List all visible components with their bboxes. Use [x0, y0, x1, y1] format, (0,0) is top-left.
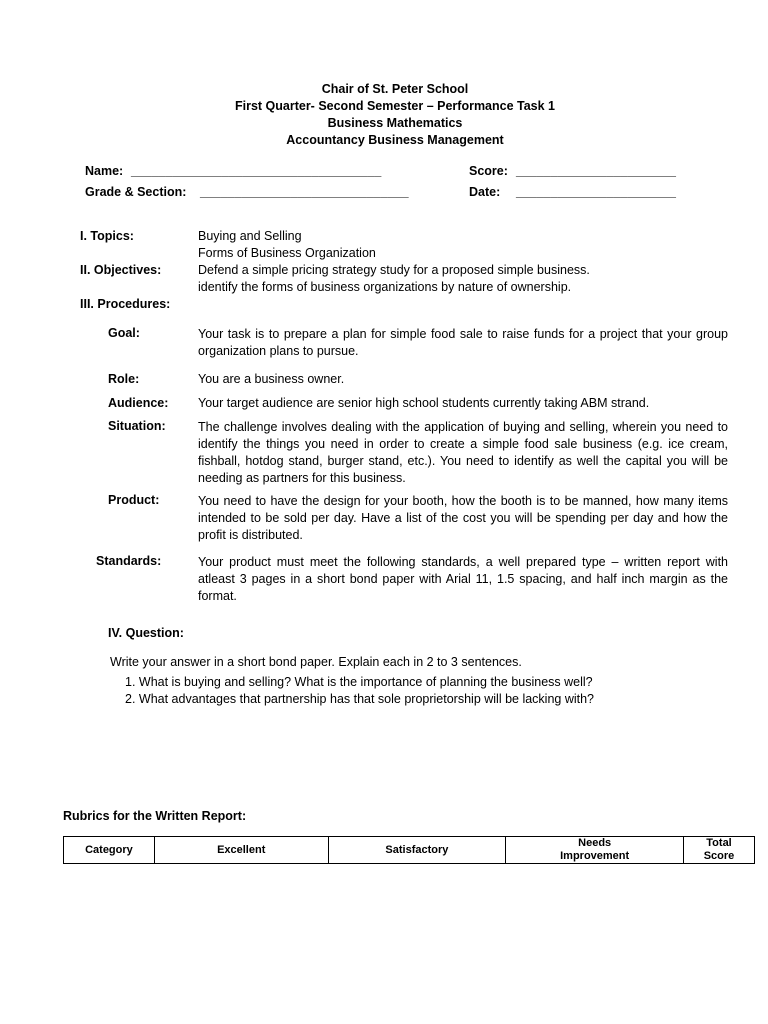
strand-title: Accountancy Business Management: [286, 133, 504, 147]
audience-label: Audience:: [108, 396, 169, 410]
date-line: _______________________: [516, 185, 676, 199]
question-instruction: Write your answer in a short bond paper. Explain each in 2 to 3 sentences.: [110, 655, 522, 669]
topic-item: Forms of Business Organization: [198, 246, 376, 260]
situation-label: Situation:: [108, 419, 166, 433]
situation-text: The challenge involves dealing with the application of buying and selling, wherein you need to identify the things you need in order to create a simple food sale business (e.g. ice cream, fishball, hotdog stand, burger stand, etc.). You need to identify as well the capital you will be needing as partners for this business.: [198, 420, 728, 485]
goal-text: Your task is to prepare a plan for simple food sale to raise funds for a project that your group organization plans to pursue.: [198, 327, 728, 358]
date-label: Date:: [469, 185, 501, 199]
question-label: IV. Question:: [108, 626, 184, 640]
role-label: Role:: [108, 372, 140, 386]
product-text: You need to have the design for your booth, how the booth is to be manned, how many items intended to be sold per day. Have a list of the cost you will be spending per day and how the profit is distributed.: [198, 494, 728, 542]
rubrics-title: Rubrics for the Written Report:: [63, 809, 247, 823]
name-line: ____________________________________: [131, 164, 382, 178]
rubric-header-excellent: Excellent: [154, 837, 328, 864]
grade-section-line: ______________________________: [200, 185, 409, 199]
objective-item: Defend a simple pricing strategy study for a proposed simple business.: [198, 263, 590, 277]
table-row: [64, 837, 755, 864]
quarter-title: First Quarter- Second Semester – Performance Task 1: [234, 99, 556, 113]
rubric-header-total-score: Total Score: [684, 837, 755, 864]
audience-text: Your target audience are senior high school students currently taking ABM strand.: [198, 396, 650, 410]
objectives-label: II. Objectives:: [80, 263, 162, 277]
role-text: You are a business owner.: [198, 372, 345, 386]
score-line: _______________________: [516, 164, 676, 178]
topics-label: I. Topics:: [80, 229, 134, 243]
objective-item: identify the forms of business organizations by nature of ownership.: [198, 280, 572, 294]
topic-item: Buying and Selling: [198, 229, 302, 243]
rubric-header-needs-improvement: Needs Improvement: [506, 837, 684, 864]
standards-label: Standards:: [96, 554, 162, 568]
subject-title: Business Mathematics: [327, 116, 463, 130]
school-name: Chair of St. Peter School: [321, 82, 469, 96]
question-item: 1. What is buying and selling? What is the importance of planning the business well?: [125, 675, 593, 689]
rubric-header-satisfactory: Satisfactory: [328, 837, 506, 864]
rubric-header-category: Category: [64, 837, 155, 864]
grade-section-label: Grade & Section:: [85, 185, 187, 199]
rubrics-table: [63, 836, 755, 864]
name-label: Name:: [85, 164, 124, 178]
standards-text: Your product must meet the following standards, a well prepared type – written report with atleast 3 pages in a short bond paper with Arial 11, 1.5 spacing, and half inch margin as the format.: [198, 555, 728, 603]
goal-label: Goal:: [108, 326, 140, 340]
question-item: 2. What advantages that partnership has that sole proprietorship will be lacking with?: [125, 692, 595, 706]
procedures-label: III. Procedures:: [80, 297, 171, 311]
score-label: Score:: [469, 164, 508, 178]
product-label: Product:: [108, 493, 160, 507]
